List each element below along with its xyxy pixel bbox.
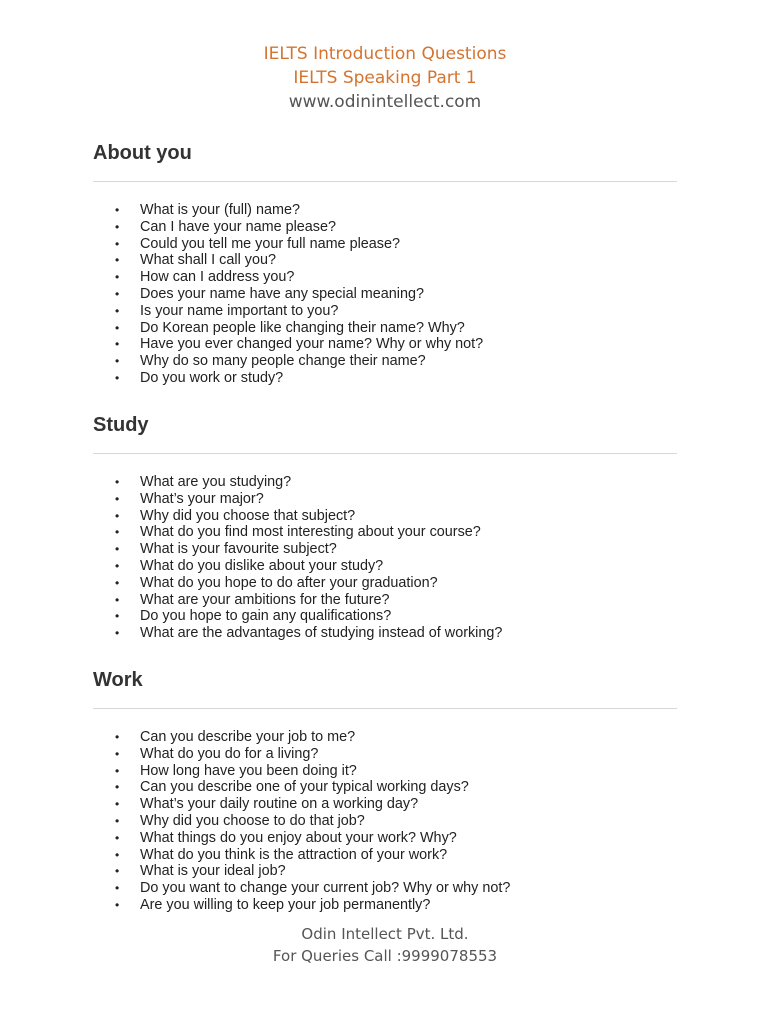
list-item [93,524,677,541]
list-item [93,779,677,796]
question-list [93,729,677,914]
list-item [93,320,677,337]
bullet-icon: • [115,813,120,828]
list-item [93,847,677,864]
section-divider [93,181,677,182]
section-heading: Study [93,414,149,436]
list-item [93,202,677,219]
question-text: Why do so many people change their name? [140,353,426,370]
list-item [93,491,677,508]
list-item [93,508,677,525]
list-item [93,336,677,353]
question-list [93,474,677,642]
list-item [93,236,677,253]
bullet-icon: • [115,286,120,301]
list-item [93,286,677,303]
list-item [93,746,677,763]
question-text: Does your name have any special meaning? [140,285,424,302]
list-item [93,763,677,780]
section-about-you [93,141,677,387]
list-item [93,370,677,387]
section-divider [93,453,677,454]
question-text: What do you hope to do after your graduation? [140,574,438,591]
list-item [93,558,677,575]
question-text: What is your (full) name? [140,202,300,218]
list-item [93,863,677,880]
section-study [93,413,677,642]
question-text: What are you studying? [140,474,292,490]
list-item [93,897,677,914]
section-heading: About you [93,142,192,164]
bullet-icon: • [115,558,120,573]
bullet-icon: • [115,303,120,318]
list-item [93,625,677,642]
bullet-icon: • [115,203,120,217]
question-text: Could you tell me your full name please? [140,235,400,252]
document-footer [0,923,770,967]
question-text: Can I have your name please? [140,218,336,235]
question-text: Are you willing to keep your job permanently? [140,896,431,913]
list-item [93,474,677,491]
question-text: Is your name important to you? [140,302,339,319]
question-text: What do you think is the attraction of your work? [140,846,448,863]
bullet-icon: • [115,609,120,624]
bullet-icon: • [115,270,120,285]
question-text: What do you find most interesting about your course? [140,524,481,541]
question-text: Do you hope to gain any qualifications? [140,608,392,625]
question-text: What do you dislike about your study? [140,557,384,574]
company-name: Odin Intellect Pvt. Ltd. [301,925,469,943]
list-item [93,219,677,236]
question-text: What are your ambitions for the future? [140,591,390,608]
bullet-icon: • [115,730,120,744]
question-text: What shall I call you? [140,252,276,269]
question-text: What do you do for a living? [140,745,319,762]
question-list [93,202,677,387]
bullet-icon: • [115,354,120,369]
bullet-icon: • [115,881,120,896]
bullet-icon: • [115,525,120,540]
section-work [93,668,677,914]
document-subtitle: IELTS Speaking Part 1 [293,68,477,88]
list-item [93,796,677,813]
question-text: Can you describe one of your typical working days? [140,779,469,796]
list-item [93,830,677,847]
list-item [93,813,677,830]
bullet-icon: • [115,219,120,234]
document-title: IELTS Introduction Questions [263,44,507,64]
question-text: What is your ideal job? [140,863,286,880]
bullet-icon: • [115,626,120,641]
list-item [93,303,677,320]
section-divider [93,708,677,709]
list-item [93,608,677,625]
question-text: How long have you been doing it? [140,762,357,779]
bullet-icon: • [115,575,120,590]
question-text: Have you ever changed your name? Why or why not? [140,336,484,353]
list-item [93,269,677,286]
question-text: What’s your major? [140,490,264,507]
question-text: What things do you enjoy about your work? Why? [140,829,457,846]
bullet-icon: • [115,491,120,506]
question-text: What’s your daily routine on a working day? [140,796,419,813]
question-text: Do you work or study? [140,369,284,386]
bullet-icon: • [115,370,120,385]
question-text: What are the advantages of studying instead of working? [140,625,503,642]
list-item [93,592,677,609]
question-text: Do you want to change your current job? Why or why not? [140,880,511,897]
list-item [93,252,677,269]
bullet-icon: • [115,746,120,761]
question-text: How can I address you? [140,269,295,286]
bullet-icon: • [115,847,120,862]
bullet-icon: • [115,864,120,879]
list-item [93,880,677,897]
website-url: www.odinintellect.com [288,92,482,112]
question-text: What is your favourite subject? [140,541,337,558]
contact-line: For Queries Call :9999078553 [272,947,498,965]
list-item [93,729,677,746]
question-text: Do Korean people like changing their name? Why? [140,319,465,336]
bullet-icon: • [115,763,120,778]
question-text: Why did you choose to do that job? [140,812,365,829]
bullet-icon: • [115,592,120,607]
bullet-icon: • [115,830,120,845]
list-item [93,353,677,370]
bullet-icon: • [115,542,120,557]
bullet-icon: • [115,797,120,812]
document-header [0,42,770,114]
list-item [93,541,677,558]
bullet-icon: • [115,475,120,489]
bullet-icon: • [115,897,120,912]
question-text: Why did you choose that subject? [140,507,356,524]
bullet-icon: • [115,337,120,352]
bullet-icon: • [115,320,120,335]
question-text: Can you describe your job to me? [140,729,356,745]
bullet-icon: • [115,253,120,268]
section-heading: Work [93,669,143,691]
list-item [93,575,677,592]
bullet-icon: • [115,780,120,795]
bullet-icon: • [115,508,120,523]
bullet-icon: • [115,236,120,251]
